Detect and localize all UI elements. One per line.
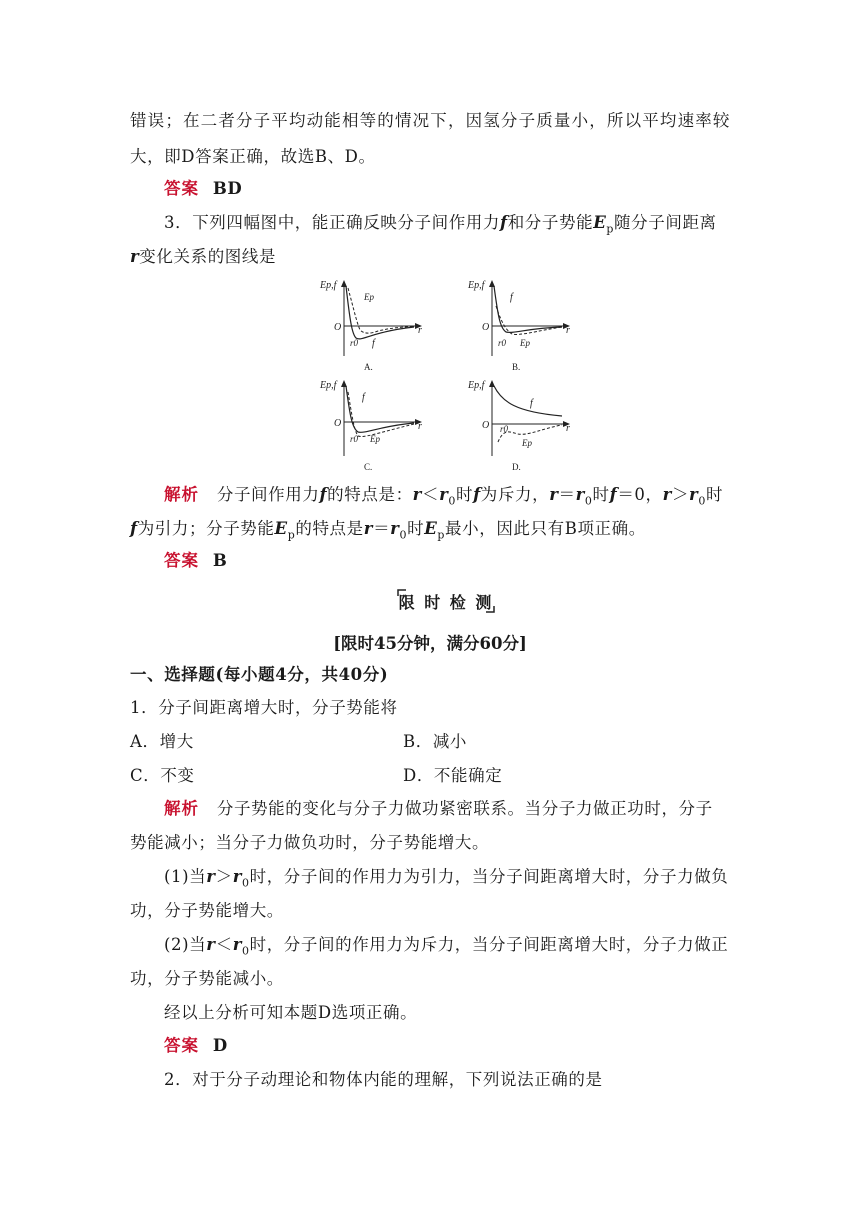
answer-line xyxy=(164,550,764,572)
svg-text:Ep,f: Ep,f xyxy=(468,380,485,391)
svg-text:r0: r0 xyxy=(350,338,359,348)
analysis-label: 解析 xyxy=(164,485,199,504)
question-stem: 1．分子间距离增大时，分子势能将 xyxy=(130,698,398,717)
svg-text:r: r xyxy=(566,423,570,434)
svg-text:D.: D. xyxy=(512,462,521,472)
svg-text:r0: r0 xyxy=(500,424,509,434)
svg-text:f: f xyxy=(530,398,533,409)
svg-text:r: r xyxy=(418,325,422,336)
analysis-point-1-cont: 功，分子势能增大。 xyxy=(130,901,284,920)
question-stem: 3．下列四幅图中，能正确反映分子间作用力f和分子势能$E_p$随分子间距离 xyxy=(164,213,717,236)
time-limit: [限时45分钟，满分60分] xyxy=(333,634,527,653)
section-title-text: 限 时 检 测 xyxy=(398,593,494,612)
figure-a xyxy=(318,276,428,376)
figure-c xyxy=(318,376,428,476)
option-d: D．不能确定 xyxy=(403,766,503,785)
question-stem-cont: r变化关系的图线是 xyxy=(130,247,277,266)
svg-text:Ep: Ep xyxy=(370,434,380,444)
text-line: 错误；在二者分子平均动能相等的情况下，因氢分子质量小，所以平均速率较 xyxy=(130,111,730,130)
answer-label: 答案 xyxy=(164,179,199,198)
answer-label: 答案 xyxy=(164,1036,199,1055)
svg-text:O: O xyxy=(334,322,342,333)
svg-text:Ep,f: Ep,f xyxy=(320,380,337,391)
section-title xyxy=(392,586,500,616)
svg-text:Ep,f: Ep,f xyxy=(468,280,485,291)
svg-text:O: O xyxy=(482,420,490,431)
graph-d xyxy=(466,376,576,476)
svg-text:r0: r0 xyxy=(350,434,359,444)
answer-value: B xyxy=(212,551,228,570)
answer-value: BD xyxy=(212,179,243,198)
answer-label: 答案 xyxy=(164,551,199,570)
answer-line xyxy=(164,178,764,200)
option-b: B．减小 xyxy=(403,732,468,751)
analysis-label: 解析 xyxy=(164,799,199,818)
option-c: C．不变 xyxy=(130,766,195,785)
svg-text:Ep,f: Ep,f xyxy=(320,280,337,291)
analysis-point-2-cont: 功，分子势能减小。 xyxy=(130,969,284,988)
svg-text:Ep: Ep xyxy=(520,338,530,348)
analysis-line: 解析 分子势能的变化与分子力做功紧密联系。当分子力做正功时，分子 xyxy=(164,799,713,818)
option-a: A．增大 xyxy=(130,732,194,751)
svg-text:B.: B. xyxy=(512,362,521,372)
svg-text:r0: r0 xyxy=(498,338,507,348)
svg-text:f: f xyxy=(372,338,375,349)
analysis-line: 解析 分子间作用力f的特点是：$r<r_0$时f为斥力，$r=r_0$时f＝0，$r>r_0$时 xyxy=(164,485,724,508)
graph-b xyxy=(466,276,576,376)
figure-d xyxy=(466,376,576,476)
answer-value: D xyxy=(212,1036,228,1055)
analysis-line-cont: f为引力；分子势能$E_p$的特点是$r=r_0$时$E_p$最小，因此只有B项正确。 xyxy=(130,519,646,542)
svg-text:f: f xyxy=(510,292,513,303)
graph-c xyxy=(318,376,428,476)
svg-text:C.: C. xyxy=(364,462,373,472)
analysis-conclusion: 经以上分析可知本题D选项正确。 xyxy=(164,1003,418,1022)
svg-text:A.: A. xyxy=(364,362,373,372)
svg-text:O: O xyxy=(482,322,490,333)
text-line: 大，即D答案正确，故选B、D。 xyxy=(130,147,376,166)
svg-text:Ep: Ep xyxy=(522,438,532,448)
analysis-line-cont: 势能减小；当分子力做负功时，分子势能增大。 xyxy=(130,833,490,852)
graph-a xyxy=(318,276,428,376)
svg-text:r: r xyxy=(566,325,570,336)
svg-text:r: r xyxy=(418,421,422,432)
svg-text:Ep: Ep xyxy=(364,292,374,302)
svg-text:f: f xyxy=(362,392,365,403)
figure-b xyxy=(466,276,576,376)
part-heading: 一、选择题(每小题4分，共40分) xyxy=(130,665,389,684)
svg-text:O: O xyxy=(334,418,342,429)
question-stem: 2．对于分子动理论和物体内能的理解，下列说法正确的是 xyxy=(164,1070,603,1089)
analysis-point-1: (1)当$r>r_0$时，分子间的作用力为引力，当分子间距离增大时，分子力做负 xyxy=(164,867,729,890)
answer-line xyxy=(164,1035,764,1057)
analysis-point-2: (2)当$r<r_0$时，分子间的作用力为斥力，当分子间距离增大时，分子力做正 xyxy=(164,935,729,958)
